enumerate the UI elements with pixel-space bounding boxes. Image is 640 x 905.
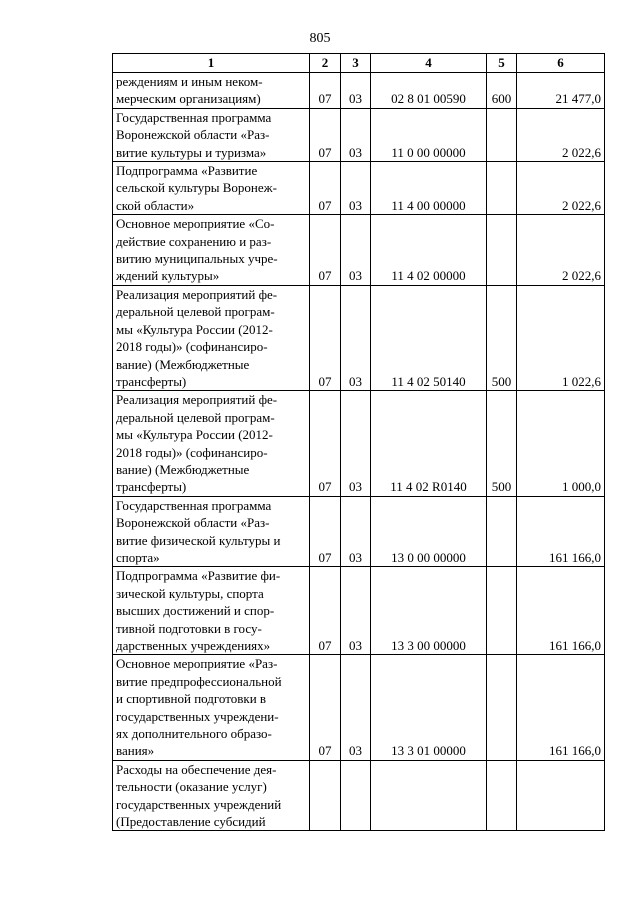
table-row xyxy=(113,496,605,567)
row-expense-type xyxy=(487,108,517,161)
row-target-code: 11 4 02 50140 xyxy=(371,285,487,390)
row-section: 07 xyxy=(310,108,341,161)
row-name: реждениям и иным неком- мерческим организациям) xyxy=(113,73,310,109)
row-subsection xyxy=(341,760,371,831)
row-subsection: 03 xyxy=(341,162,371,215)
row-name: Основное мероприятие «Раз- витие предпрофессиональной и спортивной подготовки в государственных учреждени- ях дополнительного образо- вания» xyxy=(113,655,310,760)
row-section: 07 xyxy=(310,162,341,215)
row-amount: 161 166,0 xyxy=(517,567,605,655)
row-target-code: 11 4 00 00000 xyxy=(371,162,487,215)
row-expense-type: 600 xyxy=(487,73,517,109)
row-name: Государственная программа Воронежской области «Раз- витие физической культуры и спорта» xyxy=(113,496,310,567)
column-header-2: 2 xyxy=(310,54,341,73)
column-header-5: 5 xyxy=(487,54,517,73)
row-name: Реализация мероприятий фе- деральной целевой програм- мы «Культура России (2012- 2018 годы)» (софинансиро- вание) (Межбюджетные трансферты) xyxy=(113,391,310,496)
column-header-3: 3 xyxy=(341,54,371,73)
row-amount: 2 022,6 xyxy=(517,108,605,161)
row-name: Государственная программа Воронежской области «Раз- витие культуры и туризма» xyxy=(113,108,310,161)
row-section: 07 xyxy=(310,567,341,655)
table-row xyxy=(113,655,605,760)
table-row xyxy=(113,108,605,161)
row-expense-type xyxy=(487,162,517,215)
row-name: Подпрограмма «Развитие фи- зической культуры, спорта высших достижений и спор- тивной подготовки в госу- дарственных учреждениях» xyxy=(113,567,310,655)
row-expense-type: 500 xyxy=(487,285,517,390)
row-amount: 1 022,6 xyxy=(517,285,605,390)
row-subsection: 03 xyxy=(341,73,371,109)
row-amount: 161 166,0 xyxy=(517,655,605,760)
row-section: 07 xyxy=(310,73,341,109)
row-target-code: 11 4 02 00000 xyxy=(371,215,487,286)
row-expense-type xyxy=(487,567,517,655)
row-section: 07 xyxy=(310,496,341,567)
budget-table xyxy=(112,53,605,831)
row-target-code: 13 3 00 00000 xyxy=(371,567,487,655)
page-number: 805 xyxy=(309,31,331,46)
row-subsection: 03 xyxy=(341,215,371,286)
row-expense-type xyxy=(487,655,517,760)
row-subsection: 03 xyxy=(341,285,371,390)
row-target-code: 13 0 00 00000 xyxy=(371,496,487,567)
row-subsection: 03 xyxy=(341,391,371,496)
row-amount: 2 022,6 xyxy=(517,215,605,286)
table-row xyxy=(113,162,605,215)
row-amount: 21 477,0 xyxy=(517,73,605,109)
row-section: 07 xyxy=(310,655,341,760)
row-subsection: 03 xyxy=(341,655,371,760)
table-row xyxy=(113,215,605,286)
row-subsection: 03 xyxy=(341,108,371,161)
column-header-1: 1 xyxy=(113,54,310,73)
row-amount xyxy=(517,760,605,831)
row-section: 07 xyxy=(310,391,341,496)
row-section xyxy=(310,760,341,831)
row-subsection: 03 xyxy=(341,496,371,567)
row-amount: 1 000,0 xyxy=(517,391,605,496)
table-row xyxy=(113,73,605,109)
row-target-code: 11 0 00 00000 xyxy=(371,108,487,161)
row-subsection: 03 xyxy=(341,567,371,655)
row-name: Расходы на обеспечение дея- тельности (оказание услуг) государственных учреждений (Предоставление субсидий xyxy=(113,760,310,831)
row-expense-type xyxy=(487,496,517,567)
row-amount: 161 166,0 xyxy=(517,496,605,567)
column-header-6: 6 xyxy=(517,54,605,73)
table-row xyxy=(113,760,605,831)
table-row xyxy=(113,285,605,390)
row-expense-type xyxy=(487,215,517,286)
row-name: Основное мероприятие «Со- действие сохранению и раз- витию муниципальных учре- ждений культуры» xyxy=(113,215,310,286)
row-name: Реализация мероприятий фе- деральной целевой програм- мы «Культура России (2012- 2018 годы)» (софинансиро- вание) (Межбюджетные трансферты) xyxy=(113,285,310,390)
row-target-code: 02 8 01 00590 xyxy=(371,73,487,109)
row-expense-type xyxy=(487,760,517,831)
row-section: 07 xyxy=(310,285,341,390)
table-header-row xyxy=(113,54,605,73)
table-row xyxy=(113,567,605,655)
row-name: Подпрограмма «Развитие сельской культуры Воронеж- ской области» xyxy=(113,162,310,215)
row-amount: 2 022,6 xyxy=(517,162,605,215)
column-header-4: 4 xyxy=(371,54,487,73)
row-target-code: 13 3 01 00000 xyxy=(371,655,487,760)
row-target-code xyxy=(371,760,487,831)
row-expense-type: 500 xyxy=(487,391,517,496)
row-target-code: 11 4 02 R0140 xyxy=(371,391,487,496)
row-section: 07 xyxy=(310,215,341,286)
table-row xyxy=(113,391,605,496)
